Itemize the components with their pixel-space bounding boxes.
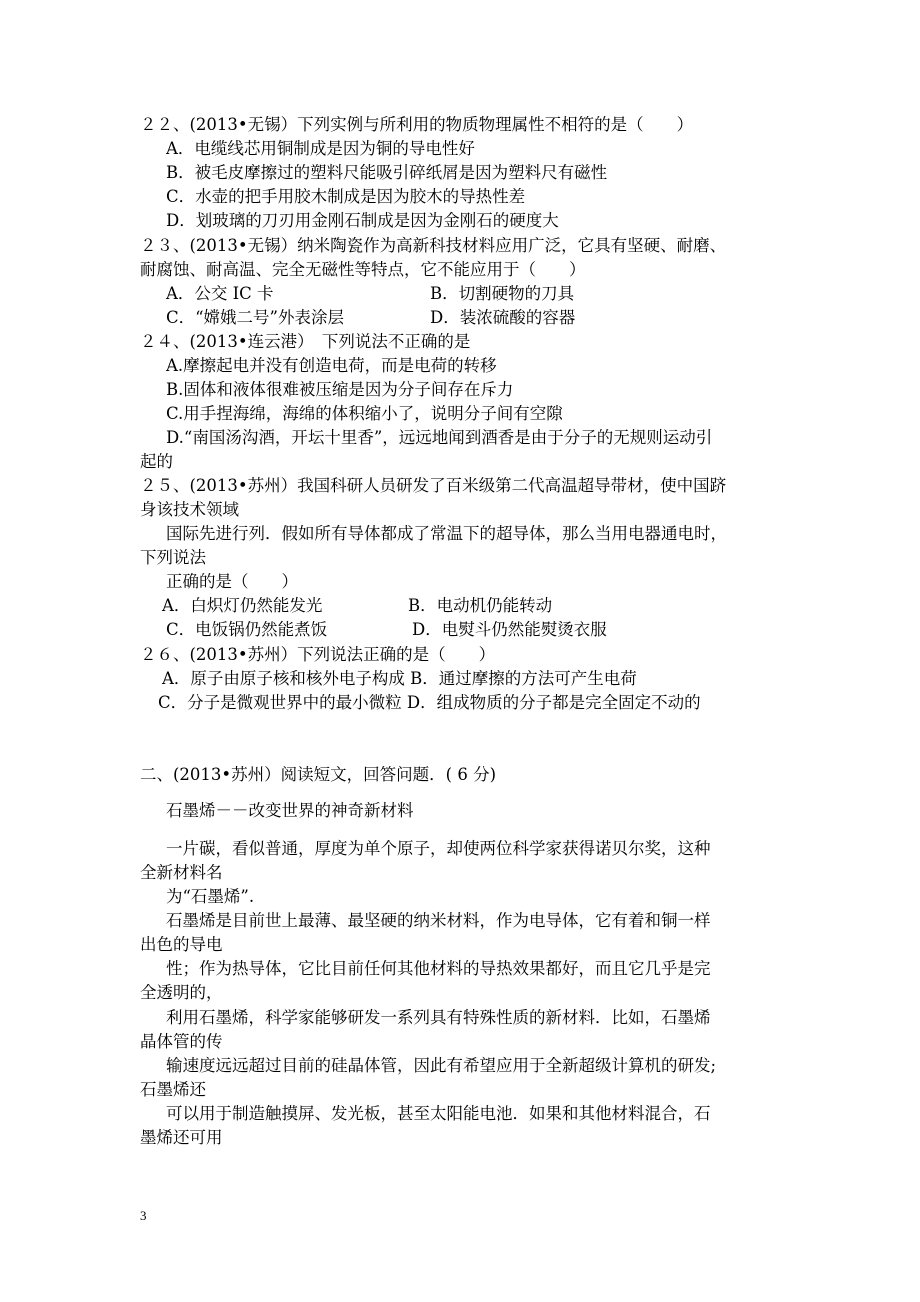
q23-option-d: D．装浓硫酸的容器	[430, 308, 576, 327]
q25-option-a: A．白炽灯仍然能发光	[162, 596, 323, 615]
q25-stem-line5: 正确的是（ ）	[166, 572, 298, 591]
q23-stem-line2: 耐腐蚀、耐高温、完全无磁性等特点，它不能应用于（ ）	[140, 260, 586, 279]
article-line: 石墨烯还	[140, 1080, 206, 1099]
q24-option-d-line2: 起的	[140, 452, 173, 471]
q25-stem-line4: 下列说法	[140, 548, 206, 567]
article-line: 一片碳，看似普通，厚度为单个原子，却使两位科学家获得诺贝尔奖，这种	[166, 839, 711, 858]
article-line: 出色的导电	[140, 935, 223, 954]
q26-options-cd: C．分子是微观世界中的最小微粒 D．组成物质的分子都是完全固定不动的	[158, 693, 701, 712]
article-line: 利用石墨烯，科学家能够研发一系列具有特殊性质的新材料．比如，石墨烯	[166, 1008, 711, 1027]
q25-options-row1	[0, 596, 920, 616]
q23-option-c: C．“嫦娥二号”外表涂层	[166, 308, 344, 327]
q23-option-b: B．切割硬物的刀具	[430, 284, 575, 303]
q25-option-c: C．电饭锅仍然能煮饭	[166, 620, 328, 639]
q25-stem-line2: 身该技术领域	[140, 500, 239, 519]
q23-option-a: A．公交 IC 卡	[166, 284, 274, 303]
q24-option-a: A.摩擦起电并没有创造电荷，而是电荷的转移	[166, 356, 497, 375]
article-line: 性；作为热导体，它比目前任何其他材料的导热效果都好，而且它几乎是完	[166, 959, 711, 978]
article-line: 墨烯还可用	[140, 1128, 223, 1147]
page-number: 3	[140, 1208, 147, 1223]
q23-options-row2	[0, 308, 920, 328]
article-line: 晶体管的传	[140, 1032, 223, 1051]
article-line: 全透明的，	[140, 983, 223, 1002]
q22-option-b: B．被毛皮摩擦过的塑料尺能吸引碎纸屑是因为塑料尺有磁性	[166, 163, 608, 182]
q25-options-row2	[0, 620, 920, 640]
q24-stem: ２４、(2013•连云港） 下列说法不正确的是	[140, 332, 471, 351]
q25-option-d: D．电熨斗仍然能熨烫衣服	[412, 620, 607, 639]
article-line: 输速度远远超过目前的硅晶体管，因此有希望应用于全新超级计算机的研发;	[166, 1056, 717, 1075]
q22-option-d: D．划玻璃的刀刃用金刚石制成是因为金刚石的硬度大	[166, 211, 559, 230]
q24-option-d-line1: D.“南国汤沟酒，开坛十里香”，远远地闻到酒香是由于分子的无规则运动引	[166, 428, 713, 447]
q22-option-c: C．水壶的把手用胶木制成是因为胶木的导热性差	[166, 187, 526, 206]
q26-stem: ２６、(2013•苏州）下列说法正确的是（ ）	[140, 645, 496, 664]
q25-stem-line3: 国际先进行列．假如所有导体都成了常温下的超导体，那么当用电器通电时，	[166, 524, 727, 543]
article-line: 为“石墨烯”.	[166, 887, 255, 906]
article-line: 全新材料名	[140, 863, 223, 882]
q24-option-b: B.固体和液体很难被压缩是因为分子间存在斥力	[166, 380, 514, 399]
article-title: 石墨烯－－改变世界的神奇新材料	[166, 801, 414, 820]
q25-stem-line1: ２５、(2013•苏州）我国科研人员研发了百米级第二代高温超导带材，使中国跻	[140, 476, 727, 495]
q26-options-ab: A．原子由原子核和核外电子构成 B．通过摩擦的方法可产生电荷	[162, 669, 637, 688]
q22-option-a: A．电缆线芯用铜制成是因为铜的导电性好	[166, 139, 475, 158]
q23-stem-line1: ２３、(2013•无锡）纳米陶瓷作为高新科技材料应用广泛，它具有坚硬、耐磨、	[140, 236, 727, 255]
section2-heading: 二、(2013•苏州）阅读短文，回答问题．( 6 分)	[140, 765, 497, 784]
q22-stem: ２２、(2013•无锡）下列实例与所利用的物质物理属性不相符的是（ ）	[140, 115, 694, 134]
article-line: 可以用于制造触摸屏、发光板，甚至太阳能电池．如果和其他材料混合，石	[166, 1104, 711, 1123]
article-line: 石墨烯是目前世上最薄、最坚硬的纳米材料，作为电导体，它有着和铜一样	[166, 911, 711, 930]
q23-options-row1	[0, 284, 920, 304]
q25-option-b: B．电动机仍能转动	[408, 596, 553, 615]
q24-option-c: C.用手捏海绵，海绵的体积缩小了，说明分子间有空隙	[166, 404, 563, 423]
